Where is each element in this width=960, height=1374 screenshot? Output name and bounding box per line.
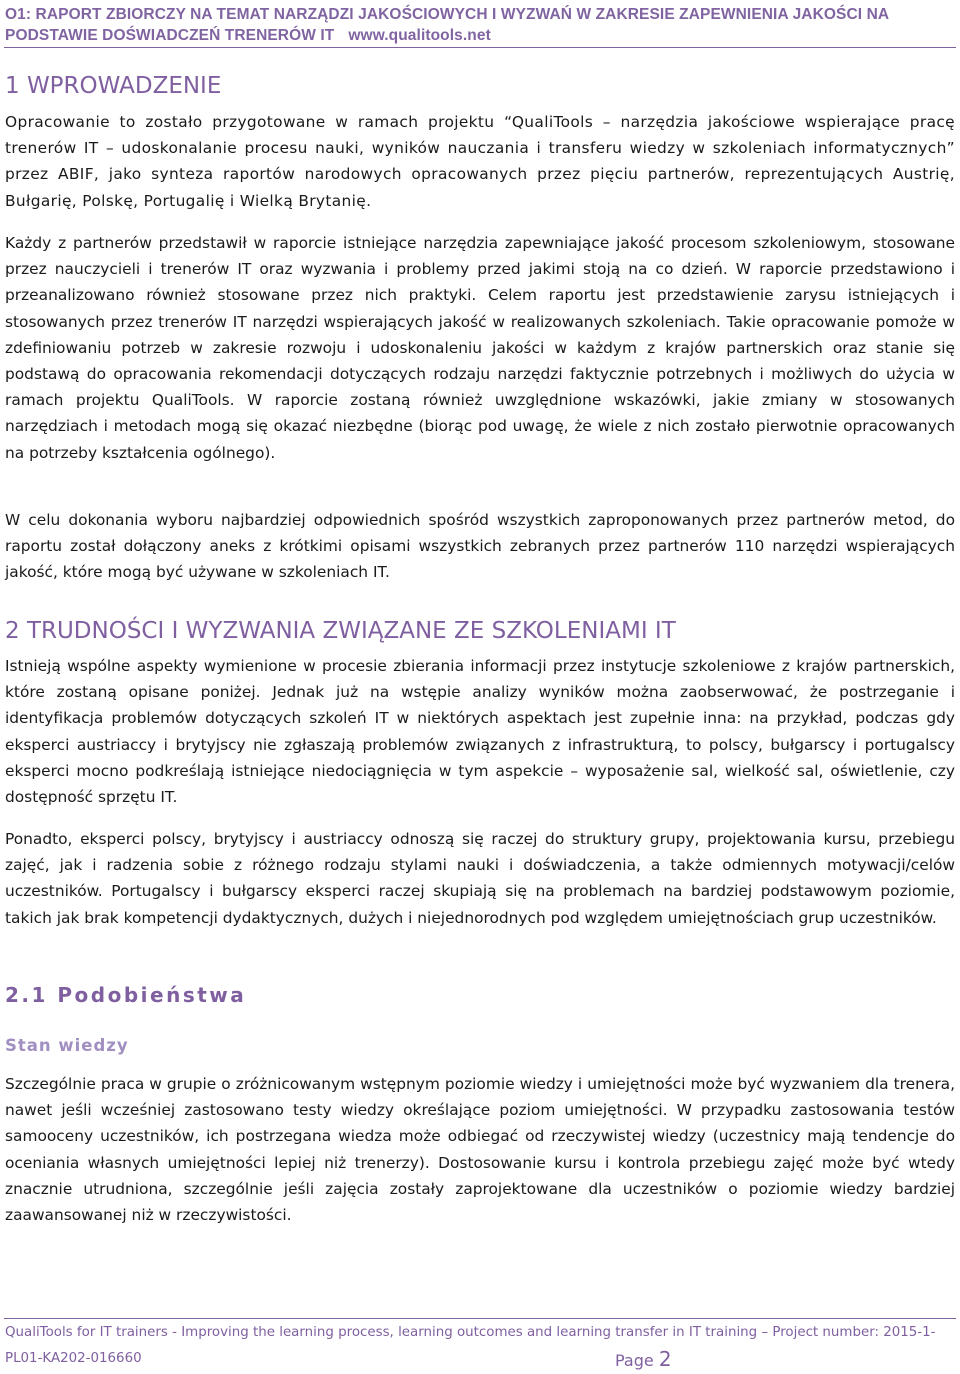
page-number: 2 [658, 1347, 672, 1371]
challenges-paragraph-1: Istnieją wspólne aspekty wymienione w procesie zbierania informacji przez instytucje szkoleniowe z krajów partnerskich, które zostaną opisane poniżej. Jednak już na wstępie analizy wyników można zaobserwować, że postrzeganie i identyfikacja problemów dotyczących szkoleń IT w niektórych aspektach jest zupełnie inna: na przykład, podczas gdy eksperci austriaccy i brytyjscy nie zgłaszają problemów związanych z infrastrukturą, to polscy, bułgarscy i portugalscy eksperci mocno podkreślają istniejące niedociągnięcia w tym aspekcie – wyposażenie sal, wielkość sal, oświetlenie, czy dostępność sprzętu IT. [5, 657, 955, 807]
subheading-stan-wiedzy: Stan wiedzy [5, 1036, 129, 1055]
challenges-paragraph-2: Ponadto, eksperci polscy, brytyjscy i austriaccy odnoszą się raczej do struktury grupy, projektowania kursu, przebiegu zajęć, jak i radzenia sobie z różnego rodzaju stylami nauki i doświadczenia, a także odmiennych motywacji/celów uczestników. Portugalscy i bułgarscy eksperci raczej skupiają się na problemach na bardziej podstawowym poziomie, takich jak brak kompetencji dydaktycznych, dużych i niejednorodnych pod względem umiejętnościach grup uczestników. [5, 830, 955, 927]
section-1-heading: 1 WPROWADZENIE [5, 73, 222, 99]
page-footer [5, 1320, 955, 1372]
footer-line2: PL01-KA202-016660 [5, 1351, 142, 1366]
header-title-line2: PODSTAWIE DOŚWIADCZEŃ TRENERÓW IT [5, 27, 335, 44]
header-url-link[interactable]: www.qualitools.net [348, 27, 491, 44]
footer-line1: QualiTools for IT trainers - Improving the learning process, learning outcomes and learning transfer in IT training – Project number: 2015-1- [5, 1325, 936, 1340]
intro-paragraph-1: Opracowanie to zostało przygotowane w ramach projektu “QualiTools – narzędzia jakościowe wspierające pracę trenerów IT – udoskonalanie procesu nauki, wyników nauczania i transferu wiedzy w szkoleniach informatycznych” przez ABIF, jako synteza raportów narodowych opracowanych przez pięciu partnerów, reprezentujących Austrię, Bułgarię, Polskę, Portugalię i Wielką Brytanię. [5, 113, 955, 210]
header-divider [4, 47, 956, 48]
footer-divider [4, 1318, 956, 1319]
running-header [5, 4, 955, 46]
section-2-heading: 2 TRUDNOŚCI I WYZWANIA ZWIĄZANE ZE SZKOLENIAMI IT [5, 618, 676, 644]
page-label: Page [615, 1351, 654, 1370]
header-title-line1: O1: RAPORT ZBIORCZY NA TEMAT NARZĄDZI JAKOŚCIOWYCH I WYZWAŃ W ZAKRESIE ZAPEWNIENIA JAKOŚCI NA [5, 6, 890, 23]
section-2-1-heading: 2.1 Podobieństwa [5, 983, 247, 1007]
similarities-paragraph: Szczególnie praca w grupie o zróżnicowanym wstępnym poziomie wiedzy i umiejętności może być wyzwaniem dla trenera, nawet jeśli wcześniej zastosowano testy wiedzy określające poziom umiejętności. W przypadku zastosowania testów samooceny uczestników, ich postrzegana wiedza może odbiegać od rzeczywistej wiedzy (uczestnicy mają tendencje do oceniania własnych umiejętności lepiej niż trenerzy). Dostosowanie kursu i kontrola przebiegu zajęć może być wtedy znacznie utrudniona, szczególnie jeśli zajęcia zostały zaprojektowane dla uczestników o poziomie wiedzy bardziej zaawansowanej niż w rzeczywistości. [5, 1075, 955, 1225]
intro-paragraph-2: Każdy z partnerów przedstawił w raporcie istniejące narzędzia zapewniające jakość procesom szkoleniowym, stosowane przez nauczycieli i trenerów IT oraz wyzwania i problemy przed jakimi stoją na co dzień. W raporcie przedstawiono i przeanalizowano również stosowane przez nich praktyki. Celem raportu jest przedstawienie zarysu istniejących i stosowanych przez trenerów IT narzędzi wspierających jakość w realizowanych szkoleniach. Takie opracowanie pomoże w zdefiniowaniu potrzeb w zakresie rozwoju i udoskonaleniu jakości w każdym z krajów partnerskich oraz stanie się podstawą do opracowania rekomendacji dotyczących rodzaju narzędzi faktycznie potrzebnych i możliwych do użycia w ramach projektu QualiTools. W raporcie zostaną również uwzględnione wskazówki, jakie zmiany w stosowanych narzędziach i metodach mogą się okazać niezbędne (biorąc pod uwagę, że wiele z nich zostało pierwotnie opracowanych na potrzeby kształcenia ogólnego). [5, 234, 955, 462]
intro-paragraph-3: W celu dokonania wyboru najbardziej odpowiednich spośród wszystkich zaproponowanych przez partnerów metod, do raportu został dołączony aneks z krótkimi opisami wszystkich zebranych przez partnerów 110 narzędzi wspierających jakość, które mogą być używane w szkoleniach IT. [5, 511, 955, 582]
